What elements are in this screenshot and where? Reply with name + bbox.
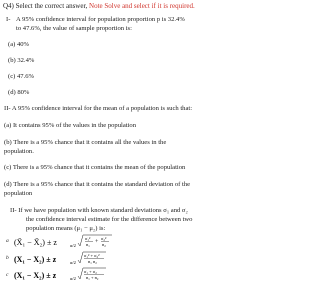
q1-option-b[interactable]: (b) 32.4% — [8, 57, 35, 64]
svg-text:σ₂²: σ₂² — [101, 236, 107, 241]
svg-text:α/2: α/2 — [70, 276, 76, 281]
svg-text:n₂: n₂ — [102, 242, 106, 247]
q1-line1: A 95% confidence interval for population proportion p is 32.4% — [16, 16, 185, 23]
q2-option-b-cont: population. — [4, 148, 34, 155]
q3-line1: II- If we have population with known standard deviations σ₁ and σ₂ — [10, 207, 188, 214]
q3-line2: the confidence interval estimate for the difference between two — [26, 216, 193, 223]
q2-line1: II- A 95% confidence interval for the mean of a population is such that: — [4, 105, 193, 112]
q1-option-d[interactable]: (d) 80% — [8, 89, 30, 96]
q3-line3: population means (μ₁ − μ₂) is: — [26, 225, 106, 232]
formula-label-b: b — [6, 255, 9, 261]
svg-text:σ₁ + σ₂: σ₁ + σ₂ — [84, 269, 97, 274]
formula-label-c: c — [6, 272, 9, 278]
question-title — [3, 2, 195, 10]
svg-text:α/2: α/2 — [70, 243, 76, 248]
svg-text:(X̄₁ − X̄₂) ± z: (X̄₁ − X̄₂) ± z — [14, 238, 57, 247]
q1-line2: to 47.6%, the value of sample proportion is: — [16, 25, 132, 32]
q2-option-c[interactable]: (c) There is a 95% chance that it contains the mean of the population — [4, 164, 186, 171]
svg-text:σ₁²: σ₁² — [85, 236, 91, 241]
q2-option-a[interactable]: (a) It contains 95% of the values in the population — [4, 122, 137, 129]
title-text: Q4) Select the correct answer, — [3, 2, 88, 10]
svg-text:(X₁ − X₂) ± z: (X₁ − X₂) ± z — [14, 255, 57, 264]
formula-b-math — [14, 250, 114, 268]
formula-a-math — [14, 233, 114, 251]
q2-option-b[interactable]: (b) There is a 95% chance that it contains all the values in the — [4, 139, 167, 146]
q1-number: I- — [6, 16, 11, 23]
svg-text:n₁ n₂: n₁ n₂ — [88, 259, 97, 264]
title-note: Note Solve and select if it is required. — [87, 2, 195, 10]
formula-c-math — [14, 267, 114, 285]
svg-text:σ₁² + σ₂²: σ₁² + σ₂² — [84, 253, 100, 258]
q1-option-c[interactable]: (c) 47.6% — [8, 73, 34, 80]
q2-option-d[interactable]: (d) There is a 95% chance that it contains the standard deviation of the — [4, 181, 191, 188]
formula-label-a: a — [6, 238, 9, 244]
svg-text:(X₁ − X₂) ± z: (X₁ − X₂) ± z — [14, 271, 57, 280]
svg-text:n₁ + n₂: n₁ + n₂ — [86, 275, 99, 280]
q1-option-a[interactable]: (a) 40% — [8, 41, 30, 48]
svg-text:+: + — [95, 239, 99, 245]
svg-text:α/2: α/2 — [70, 260, 76, 265]
svg-text:n₁: n₁ — [86, 242, 90, 247]
q2-option-d-cont: population — [4, 190, 33, 197]
